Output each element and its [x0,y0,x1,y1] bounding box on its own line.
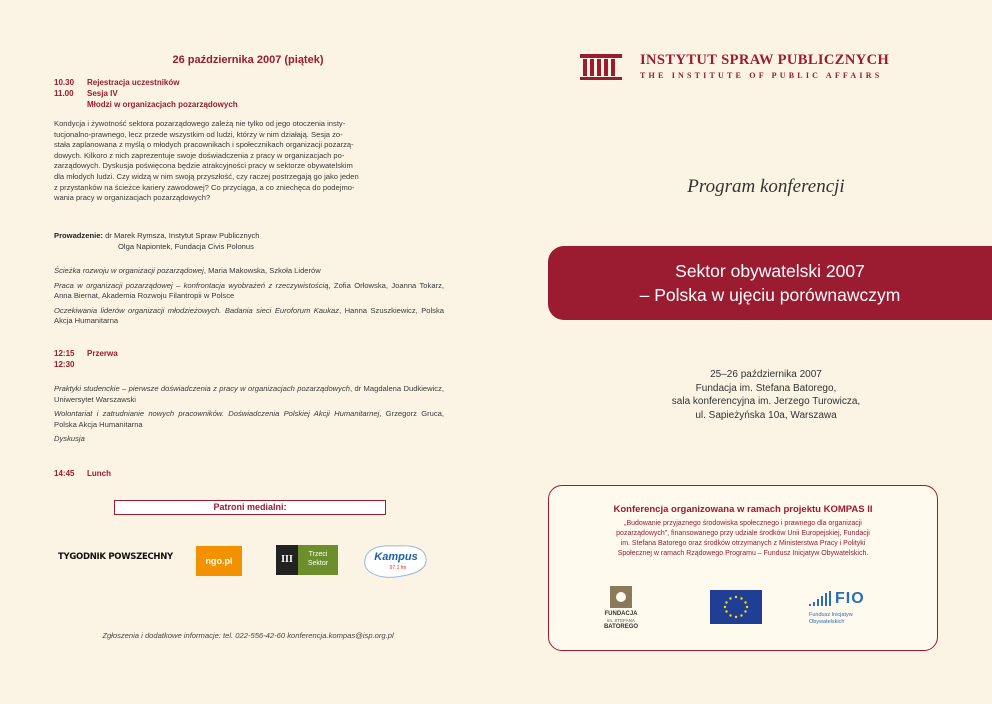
break-time-start: 12:15 [54,349,75,358]
time-session: 11.00 [54,89,74,98]
ts-number: III [276,545,298,575]
talk-speaker: , Grzegorz Gruca, Polska Akcja Humanitarna [54,409,444,429]
institute-columns-logo [580,54,622,80]
talk-title: Ścieżka rozwoju w organizacji pozarządowej [54,266,204,275]
fio-logo [807,588,879,628]
batory-mark-icon [610,586,632,608]
ts-text [298,545,338,575]
kompas-line: „Budowanie przyjaznego środowiska społecznego i prawnego dla organizacji [624,520,862,527]
kampus-freq: 97,1 fm [389,565,407,571]
kompas-line: im. Stefana Batorego oraz środków otrzymanych z Ministerstwa Pracy i Polityki [620,540,866,547]
session-description [54,119,444,204]
ts-line: Sektor [307,560,329,567]
talk-title: Praca w organizacji pozarządowej – konfrontacja wyobrażeń z rzeczywistością [54,280,329,290]
moderator-1: dr Marek Rymsza, Instytut Spraw Publicznych [105,231,260,240]
session-title: Młodzi w organizacjach pozarządowych [87,100,238,109]
fb-line-1: FUNDACJA [604,611,638,617]
talk-title: Wolontariat i zatrudnianie nowych pracowników. Doświadczenia Polskiej Akcji Humanitarnej [54,409,380,419]
moderation [54,231,260,252]
talk-item [54,384,444,405]
venue-line: sala konferencyjna im. Jerzego Turowicza, [671,396,861,407]
media-patrons-heading: Patroni medialni: [114,500,386,515]
fundacja-batorego-logo [585,586,657,636]
lunch-schedule [54,468,111,479]
conference-title-banner [548,246,992,320]
trzeci-sektor-logo [276,545,338,575]
desc-line: dla młodych ludzi. Czy widzą w nim swoją przyszłość, czy raczej postrzegają go jako jeden [54,171,359,181]
venue-line: Fundacja im. Stefana Batorego, [695,382,837,394]
institute-name-pl: INSTYTUT SPRAW PUBLICZNYCH [640,52,890,68]
desc-line: stała zaplanowana z myślą o młodych pracownikach i społecznikach organizacji pozarzą- [54,140,354,150]
talk-title: Praktyki studenckie – pierwsze doświadczenia z pracy w organizacjach pozarządowych [54,384,350,393]
talks-block-1 [54,266,444,327]
break-schedule [54,348,118,370]
kompas-description [573,519,913,559]
kampus-word: Kampus [374,551,418,563]
banner-line-1: Sektor obywatelski 2007 [675,261,865,281]
session-label: Sesja IV [87,89,118,98]
talk-title: Oczekiwania liderów organizacji młodzieżowych. Badania sieci Euroforum Kaukaz [54,305,340,315]
fb-small: im. STEFANA [607,618,635,623]
fio-subtitle [809,612,853,625]
ngo-pl-logo: ngo.pl [196,546,242,576]
fb-line-2: BATOREGO [603,624,639,630]
talk-item [54,306,444,327]
talk-speaker: , Zofia Orłowska, Joanna Tokarz, Anna Biernat, Akademia Rozwoju Filantropii w Polsce [54,280,444,301]
tygodnik-powszechny-logo: TYGODNIK POWSZECHNY [58,552,173,562]
fio-dots-icon [807,590,833,610]
break-time-end: 12:30 [54,360,75,369]
desc-line: wania pracy w organizacjach pozarządowych? [54,193,211,203]
time-registration: 10.30 [54,78,75,87]
talk-item [54,266,444,277]
talk-item [54,281,444,302]
ts-line: Trzeci [308,551,328,558]
talk-speaker: , Maria Makowska, Szkoła Liderów [203,266,321,275]
talk-item [54,409,444,430]
eu-flag-icon [710,590,762,624]
desc-line: Kondycja i żywotność sektora pozarządowego zależą nie tylko od jego otoczenia insty- [54,119,346,128]
kompas-line: pozarządowych”, finansowanego przy udziale środków Unii Europejskiej, Fundacji [616,530,870,537]
lunch-label: Lunch [87,469,111,478]
registration-label: Rejestracja uczestników [87,78,180,87]
moderation-label: Prowadzenie: [54,231,103,240]
desc-line: zarządowych. Dyskusja poświęcona będzie atrakcyjności pracy w sektorze obywatelskim [54,161,353,171]
desc-line: z przystanków na ścieżce kariery zawodowej? Co przyciąga, a co zniechęca do podejmo- [54,182,355,192]
fio-word: FIO [835,590,865,607]
discussion-label: Dyskusja [54,434,85,444]
kompas-project-box [548,485,938,651]
break-label: Przerwa [87,349,118,358]
schedule-top [54,77,238,110]
talks-block-2 [54,384,444,445]
right-page [496,0,992,704]
institute-name-en: THE INSTITUTE OF PUBLIC AFFAIRS [640,71,883,80]
kompas-line: Społecznej w ramach Rządowego Programu – Fundusz Inicjatyw Obywatelskich. [617,550,869,557]
fio-sub-line: Fundusz Inicjatyw [809,612,853,618]
kampus-radio-logo [362,542,430,580]
kompas-title: Konferencja organizowana w ramach projektu KOMPAS II [613,504,873,515]
moderator-2: Olga Napiontek, Fundacja Civis Polonus [118,241,254,251]
venue-line: ul. Sapieżyńska 10a, Warszawa [695,409,837,421]
banner-line-2: – Polska w ujęciu porównawczym [639,285,901,305]
talk-speaker: , dr Magdalena Dudkiewicz, Uniwersytet Warszawski [54,384,445,404]
venue-line: 25–26 października 2007 [710,369,822,380]
venue-info [496,368,992,422]
lunch-time: 14:45 [54,469,75,478]
desc-line: tucjonalno-prawnego, lecz przede wszystkim od ludzi, którzy w nim działają. Sesja zo- [54,129,343,139]
desc-line: dowych. Kilkoro z nich zaprezentuje swoje doświadczenia z pracy w organizacjach po- [54,150,345,160]
fio-sub-line: Obywatelskich [809,618,845,625]
contact-info: Zgłoszenia i dodatkowe informacje: tel. 022-556-42-60 konferencja.kompas@isp.org.pl [102,631,394,640]
program-title: Program konferencji [687,176,845,197]
day-title: 26 października 2007 (piątek) [172,54,324,66]
talk-speaker: , Hanna Szuszkiewicz, Polska Akcja Humanitarna [54,305,444,326]
